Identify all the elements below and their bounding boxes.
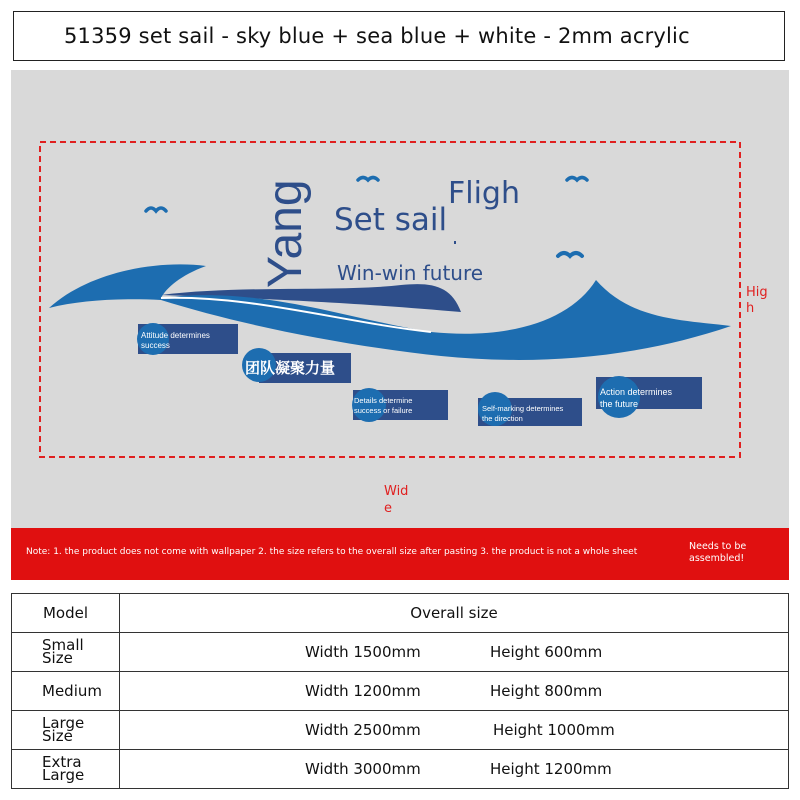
assemble-warning: Needs to be assembled! [689, 541, 747, 564]
badge-action-label: Action determines the future [600, 387, 673, 409]
table-row [12, 750, 789, 789]
table-row [12, 711, 789, 750]
badge-team [242, 348, 351, 383]
badge-self-marking [478, 392, 582, 426]
bird-icon [358, 178, 378, 181]
model-name: Small Size [12, 633, 120, 672]
word-win-win-future: Win-win future [337, 261, 484, 285]
height-value: Height 600mm [490, 643, 603, 661]
model-name: Medium [12, 672, 120, 711]
width-label: Wid e [384, 484, 409, 516]
badge-self-marking-label: Self-marking determines the direction [482, 404, 564, 423]
bird-icon [146, 208, 166, 211]
table-header-row [12, 594, 789, 633]
width-value: Width 3000mm [305, 760, 421, 778]
width-value: Width 1200mm [305, 682, 421, 700]
dot-mark [454, 241, 456, 244]
word-fligh: Fligh [448, 176, 520, 211]
model-name: Large Size [12, 711, 120, 750]
width-value: Width 1500mm [305, 643, 421, 661]
badge-action [596, 376, 702, 418]
bird-icon [558, 253, 582, 256]
height-label: Hig h [746, 285, 768, 316]
table-row [12, 672, 789, 711]
badge-attitude [137, 323, 238, 355]
word-set-sail: Set sail [334, 202, 448, 238]
height-value: Height 1000mm [493, 721, 615, 739]
header-overall-size: Overall size [120, 594, 789, 633]
width-value: Width 2500mm [305, 721, 421, 739]
product-artwork [11, 70, 789, 530]
model-name: Extra Large [12, 750, 120, 789]
product-title: 51359 set sail - sky blue + sea blue + white - 2mm acrylic [64, 24, 690, 48]
badge-details [352, 388, 448, 422]
height-value: Height 1200mm [490, 760, 612, 778]
badge-details-label: Details determine success or failure [354, 396, 413, 415]
size-table [11, 593, 789, 789]
notice-text: Note: 1. the product does not come with wallpaper 2. the size refers to the overall size after pasting 3. the product is not a whole sheet [26, 547, 638, 557]
title-box [13, 11, 785, 61]
header-model: Model [12, 594, 120, 633]
badge-attitude-label: Attitude determines success [141, 331, 210, 350]
notice-bar [11, 528, 789, 580]
word-yang: Yang [259, 179, 312, 288]
table-row [12, 633, 789, 672]
badge-team-label: 团队凝聚力量 [245, 359, 336, 377]
height-value: Height 800mm [490, 682, 603, 700]
bird-icon [567, 178, 587, 181]
